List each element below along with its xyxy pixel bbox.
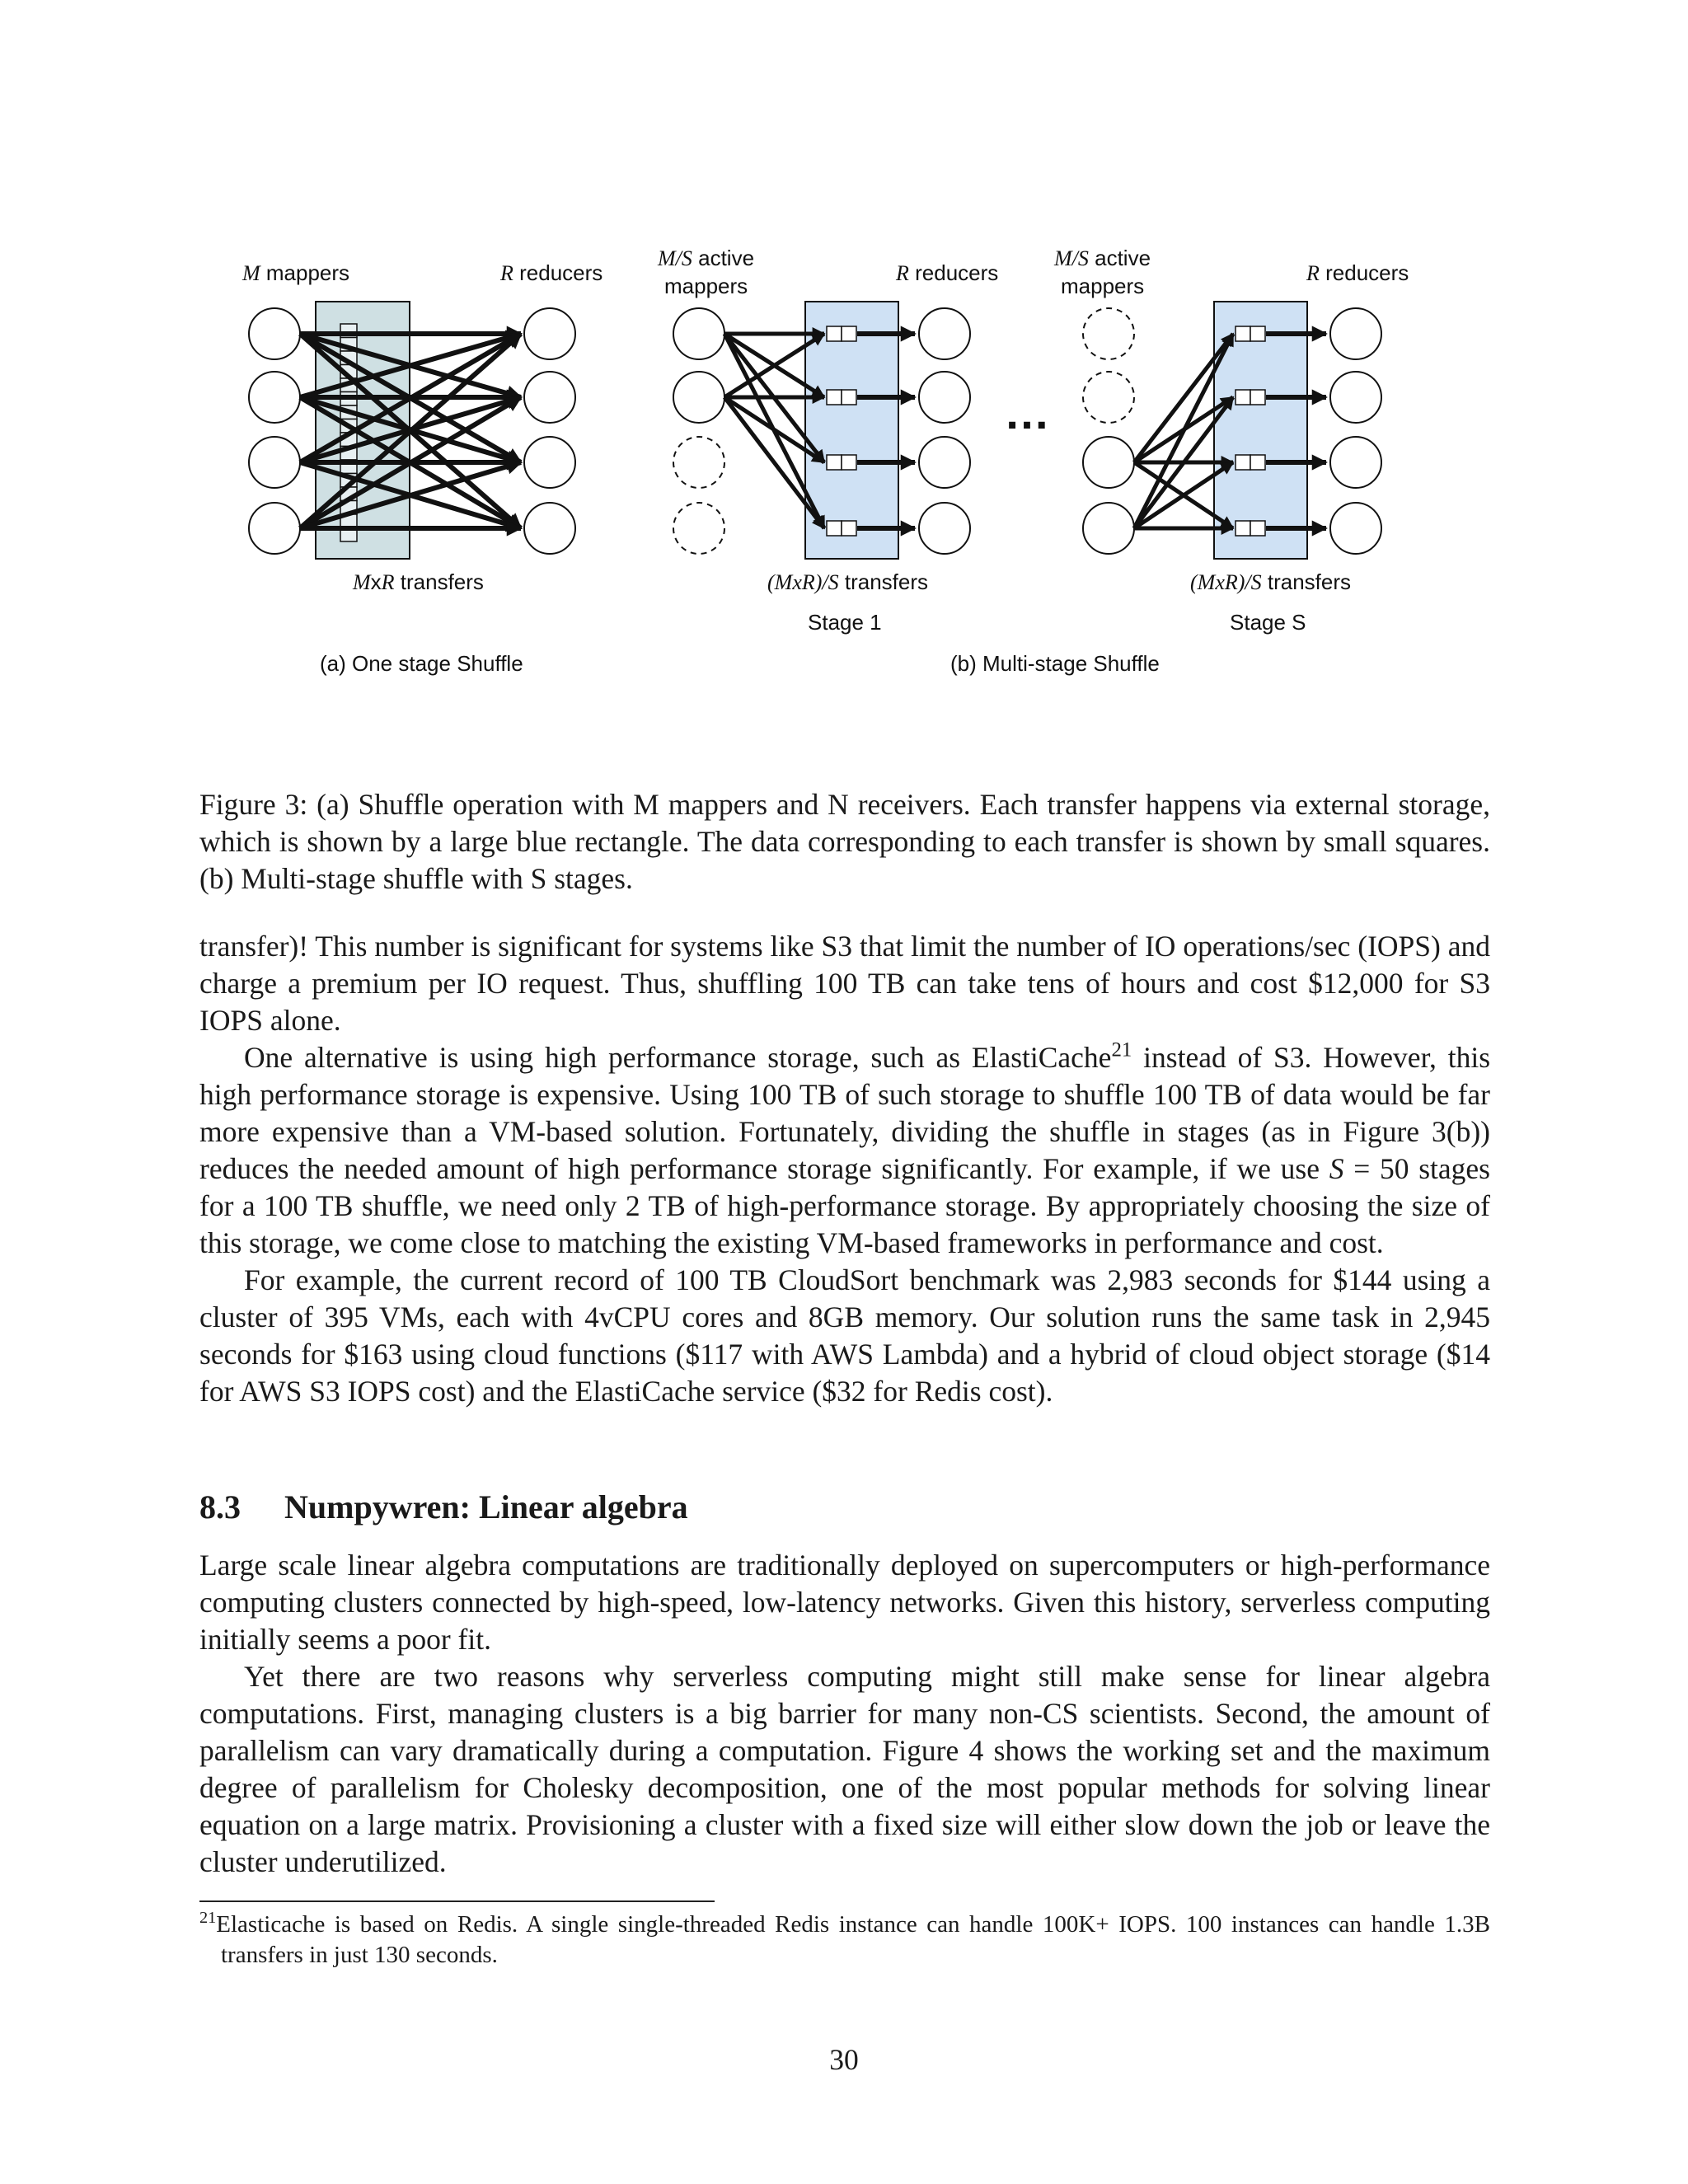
mapper-node (249, 437, 300, 488)
transfers-label: MxR transfers (353, 569, 484, 594)
reducer-node (919, 437, 970, 488)
stageS-label: Stage S (1230, 610, 1306, 635)
mapper-nodes (249, 308, 300, 554)
reducer-node (919, 372, 970, 423)
paragraph-text: = 50 stages for a 100 TB shuffle, we need only 2 TB of high-performance storage. By appropriately choosing the size of this storage, we come close to matching the existing VM-based frameworks in performance and cost. (199, 1152, 1490, 1259)
section-heading (199, 1488, 688, 1526)
transfers-label-stageS: (MxR)/S transfers (1190, 569, 1351, 594)
transfer-queue-cell (1250, 390, 1265, 405)
panel-a-one-stage-shuffle (241, 260, 603, 676)
reducer-node (524, 308, 575, 359)
paragraph-serverless: Yet there are two reasons why serverless computing might still make sense for linear algebra computations. First, managing clusters is a big barrier for many non-CS scientists. Second, the amount of parallelism can vary dramatically during a computation. Figure 4 shows the working set and the maximum degree of parallelism for Cholesky decomposition, one of the most popular methods for solving linear equation on a large matrix. Provisioning a cluster with a fixed size will either slow down the job or leave the cluster underutilized. (199, 1660, 1490, 1878)
reducer-node (1330, 437, 1381, 488)
active-mapper-node (673, 308, 724, 359)
figure-caption: Figure 3: (a) Shuffle operation with M mappers and N receivers. Each transfer happens via external storage, which is shown by a large blue rectangle. The data corresponding to each transfer is shown by small squares. (b) Multi-stage shuffle with S stages. (199, 787, 1490, 895)
footnote-mark: 21 (199, 1908, 217, 1927)
active-mappers-label-2b: mappers (1061, 274, 1145, 298)
reducer-node (524, 437, 575, 488)
section-number: 8.3 (199, 1488, 241, 1526)
transfer-queue-cell (827, 455, 842, 470)
reducer-node (1330, 372, 1381, 423)
reducer-node (1330, 503, 1381, 554)
paragraph-linear-algebra: Large scale linear algebra computations are traditionally deployed on supercomputers or high-performance computing clusters connected by high-speed, low-latency networks. Given this history, serverless computing initially seems a poor fit. (199, 1549, 1490, 1656)
reducers-label: R reducers (500, 260, 603, 285)
inactive-mapper-node (673, 437, 724, 488)
inactive-mapper-node (1083, 308, 1134, 359)
footnote (199, 1910, 1490, 1971)
transfer-queue-cell (842, 326, 856, 341)
figure-3 (0, 0, 1688, 692)
reducer-node (919, 503, 970, 554)
transfer-queue-cell (842, 390, 856, 405)
footnote-rule (199, 1900, 715, 1902)
footnote-ref[interactable]: 21 (1111, 1038, 1132, 1062)
inactive-mapper-node (673, 503, 724, 554)
stage1-label: Stage 1 (808, 610, 882, 635)
mapper-node (249, 372, 300, 423)
reducer-nodes (524, 308, 575, 554)
paragraph-elasticache (199, 1039, 1490, 1262)
inactive-mapper-node (1083, 372, 1134, 423)
mappers-label: M mappers (242, 260, 350, 285)
transfer-queue-cell (827, 390, 842, 405)
transfer-queue-cell (1236, 455, 1250, 470)
active-mappers-label-2: M/S active (1054, 246, 1151, 270)
reducer-node (524, 372, 575, 423)
body-text-lower (199, 1547, 1490, 1881)
mapper-node (249, 503, 300, 554)
transfer-queue-cell (1236, 521, 1250, 536)
math-var: S (1329, 1152, 1344, 1185)
transfer-queue-cell (1236, 390, 1250, 405)
transfer-queue-cell (827, 326, 842, 341)
active-mappers-label-1: M/S active (658, 246, 755, 270)
mapper-node (249, 308, 300, 359)
paragraph-cloudsort: For example, the current record of 100 TB CloudSort benchmark was 2,983 seconds for $144 using a cluster of 395 VMs, each with 4vCPU cores and 8GB memory. Our solution runs the same task in 2,945 seconds for $163 using cloud functions ($117 with AWS Lambda) and a hybrid of cloud object storage ($14 for AWS S3 IOPS cost) and the ElastiCache service ($32 for Redis cost). (199, 1263, 1490, 1408)
active-mapper-node (673, 372, 724, 423)
reducer-node (1330, 308, 1381, 359)
transfers-label-stage1: (MxR)/S transfers (767, 569, 928, 594)
paragraph-continuation: transfer)! This number is significant for systems like S3 that limit the number of IO operations/sec (IOPS) and charge a premium per IO request. Thus, shuffling 100 TB can take tens of hours and cost $12,000 for S3 IOPS alone. (199, 930, 1490, 1037)
active-mapper-node (1083, 437, 1134, 488)
reducers-label-stageS: R reducers (1306, 260, 1409, 285)
subcaption-a: (a) One stage Shuffle (320, 651, 523, 676)
active-mappers-label-1b: mappers (664, 274, 748, 298)
ellipsis: … (1004, 387, 1050, 438)
body-text-upper (199, 928, 1490, 1410)
transfer-queue-cell (842, 455, 856, 470)
page-number: 30 (829, 2043, 859, 2076)
section-title: Numpywren: Linear algebra (284, 1488, 688, 1526)
panel-b-multi-stage-shuffle (657, 246, 1409, 676)
paragraph-text: instead of S3. However, this high performance storage is expensive. Using 100 TB of such storage to shuffle 100 TB of data would be far more expensive than a VM-based solution. Fortunately, dividing the shuffle in stages (as in Figure 3(b)) reduces the needed amount of high performance storage significantly. For example, if we use (199, 1041, 1491, 1185)
transfer-queue-cell (827, 521, 842, 536)
transfer-queue-cell (1236, 326, 1250, 341)
transfer-queue-cell (842, 521, 856, 536)
subcaption-b: (b) Multi-stage Shuffle (950, 651, 1160, 676)
reducer-node (524, 503, 575, 554)
reducer-node (919, 308, 970, 359)
footnote-text: Elasticache is based on Redis. A single single-threaded Redis instance can handle 100K+ IOPS. 100 instances can handle 1.3B transfers in just 130 seconds. (216, 1911, 1490, 1968)
transfer-queue-cell (1250, 521, 1265, 536)
active-mapper-node (1083, 503, 1134, 554)
paragraph-text: One alternative is using high performance storage, such as ElastiCache (244, 1041, 1112, 1074)
transfer-queue-cell (1250, 455, 1265, 470)
transfer-queue-cell (1250, 326, 1265, 341)
reducers-label-stage1: R reducers (896, 260, 999, 285)
